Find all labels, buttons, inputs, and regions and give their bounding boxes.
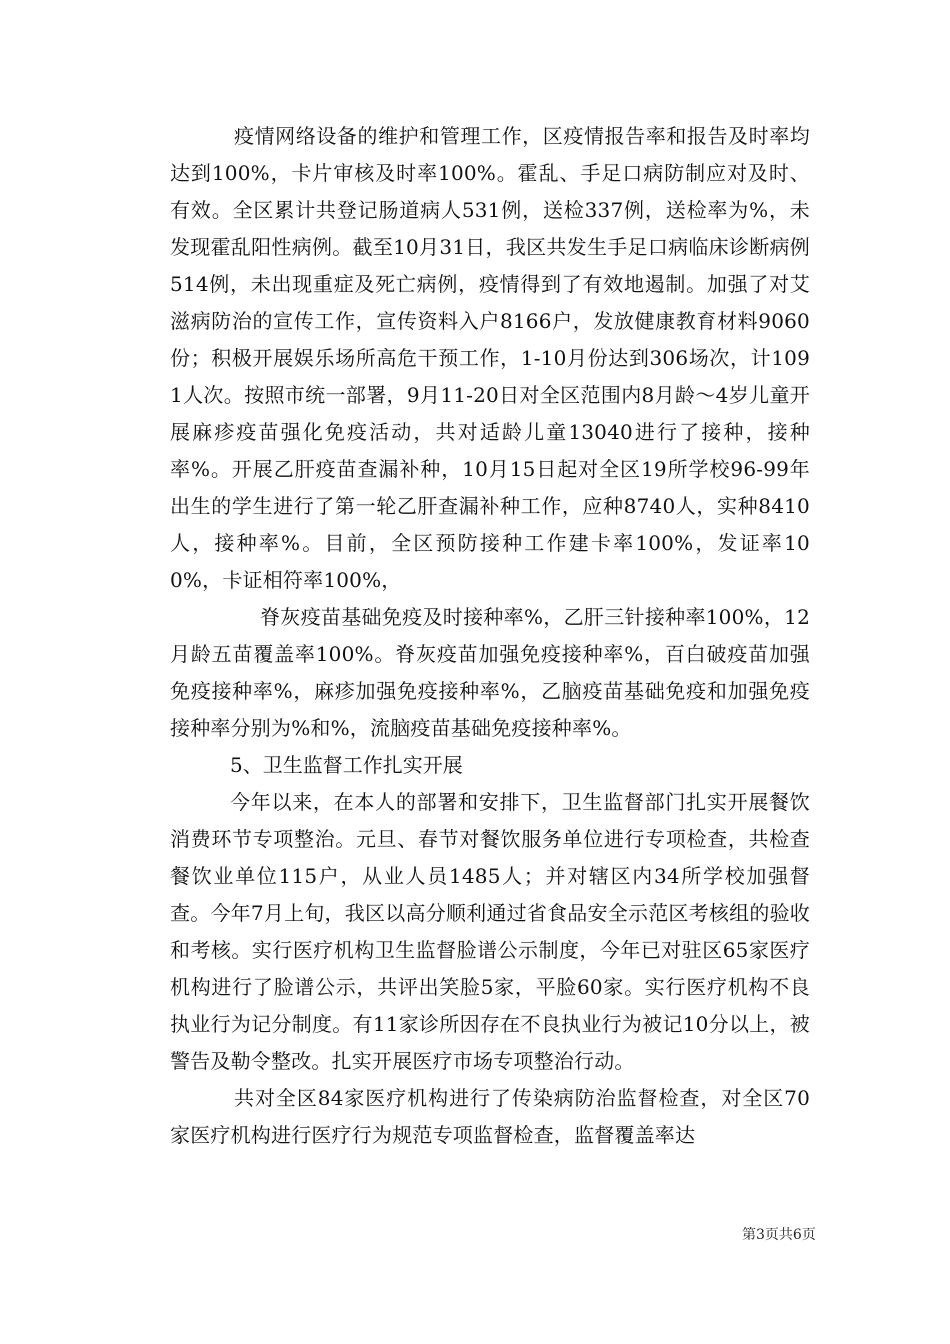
paragraph-vaccination-rates: 脊灰疫苗基础免疫及时接种率%，乙肝三针接种率100%，12月龄五苗覆盖率100%。脊灰疫苗加强免疫接种率%，百白破疫苗加强免疫接种率%，麻疹加强免疫接种率%，乙脑疫苗基础免疫和加强免疫接种率分别为%和%，流脑疫苗基础免疫接种率%。 [170, 605, 810, 740]
page-number-footer: 第3页共6页 [742, 1227, 816, 1243]
document-body [170, 118, 810, 1154]
paragraph-epidemic-control: 疫情网络设备的维护和管理工作，区疫情报告率和报告及时率均达到100%，卡片审核及时率100%。霍乱、手足口病防制应对及时、有效。全区累计共登记肠道病人531例，送检337例，送检率为%，未发现霍乱阳性病例。截至10月31日，我区共发生手足口病临床诊断病例514例，未出现重症及死亡病例，疫情得到了有效地遏制。加强了对艾滋病防治的宣传工作，宣传资料入户8166户，发放健康教育材料9060份；积极开展娱乐场所高危干预工作，1-10月份达到306场次，计1091人次。按照市统一部署，9月11-20日对全区范围内8月龄～4岁儿童开展麻疹疫苗强化免疫活动，共对适龄儿童13040进行了接种，接种率%。开展乙肝疫苗查漏补种，10月15日起对全区19所学校96-99年出生的学生进行了第一轮乙肝查漏补种工作，应种8740人，实种8410人，接种率%。目前，全区预防接种工作建卡率100%，发证率100%，卡证相符率100%， [170, 124, 810, 592]
paragraph-medical-inspection: 共对全区84家医疗机构进行了传染病防治监督检查，对全区70家医疗机构进行医疗行为规范专项监督检查，监督覆盖率达 [170, 1086, 810, 1147]
section-heading-health-supervision: 5、卫生监督工作扎实开展 [230, 753, 463, 777]
paragraph-health-supervision: 今年以来，在本人的部署和安排下，卫生监督部门扎实开展餐饮消费环节专项整治。元旦、春节对餐饮服务单位进行专项检查，共检查餐饮业单位115户，从业人员1485人；并对辖区内34所学校加强督查。今年7月上旬，我区以高分顺利通过省食品安全示范区考核组的验收和考核。实行医疗机构卫生监督脸谱公示制度，今年已对驻区65家医疗机构进行了脸谱公示，共评出笑脸5家，平脸60家。实行医疗机构不良执业行为记分制度。有11家诊所因存在不良执业行为被记10分以上，被警告及勒令整改。扎实开展医疗市场专项整治行动。 [170, 790, 810, 1073]
